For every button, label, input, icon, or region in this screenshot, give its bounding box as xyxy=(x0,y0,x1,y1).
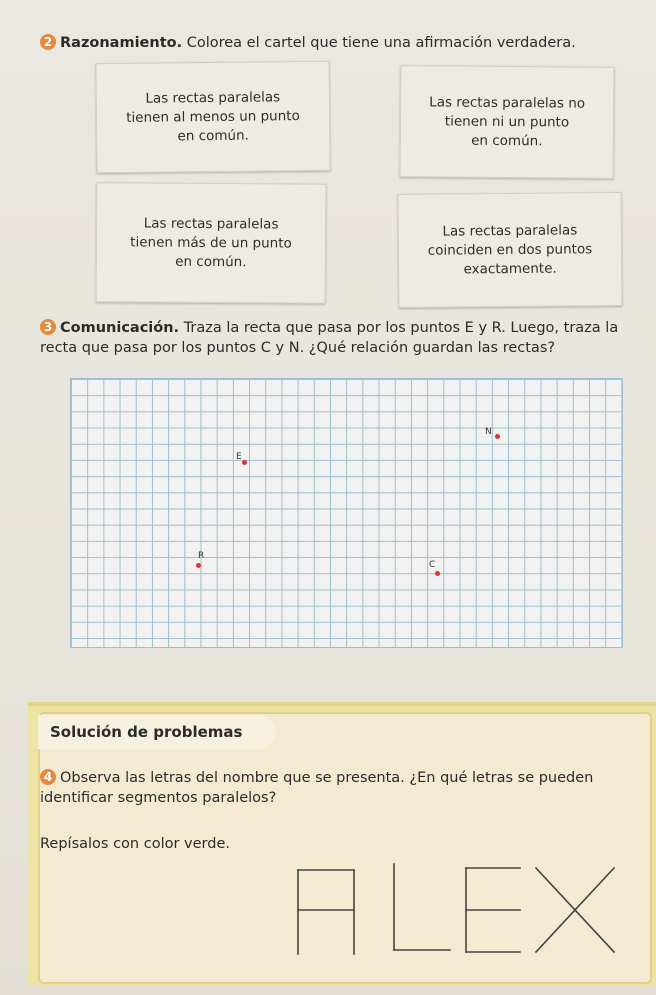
point-label-n: N xyxy=(485,427,492,437)
question-text-line1: Observa las letras del nombre que se presenta. ¿En qué letras se pueden xyxy=(60,770,594,786)
card-line: coinciden en dos puntos xyxy=(427,240,593,259)
card-line: exactamente. xyxy=(463,260,557,277)
card-line: tienen ni un punto xyxy=(444,112,570,131)
card-line: tienen al menos un punto xyxy=(126,107,300,126)
point-r-dot[interactable] xyxy=(196,563,201,568)
dot-grid[interactable] xyxy=(70,378,623,648)
question-number-badge: 2 xyxy=(40,34,56,50)
question-number-badge: 4 xyxy=(40,769,56,785)
card-line: en común. xyxy=(177,127,249,144)
alex-name-letters xyxy=(290,860,620,960)
question-text-line2: recta que pasa por los puntos C y N. ¿Qué relación guardan las rectas? xyxy=(40,340,556,356)
instruction-text: Repísalos con color verde. xyxy=(40,836,230,852)
point-label-c: C xyxy=(429,560,436,570)
statement-card-4[interactable] xyxy=(398,192,623,308)
card-line: tienen más de un punto xyxy=(130,233,292,252)
letter-l[interactable] xyxy=(394,864,450,950)
card-line: en común. xyxy=(471,132,543,149)
card-line: Las rectas paralelas xyxy=(145,88,281,107)
question-text-line1: Traza la recta que pasa por los puntos E y R. Luego, traza la xyxy=(183,320,619,336)
question-number-badge: 3 xyxy=(40,319,56,335)
question-2 xyxy=(40,33,576,53)
point-label-r: R xyxy=(198,551,205,561)
card-line: Las rectas paralelas xyxy=(143,215,279,232)
letter-x[interactable] xyxy=(536,868,614,952)
point-c-dot[interactable] xyxy=(435,571,440,576)
card-line: Las rectas paralelas xyxy=(442,221,578,240)
point-n-dot[interactable] xyxy=(495,434,500,439)
card-line: en común. xyxy=(175,253,247,270)
card-line: Las rectas paralelas no xyxy=(429,93,586,112)
question-3 xyxy=(40,318,618,358)
question-title: Razonamiento. xyxy=(60,35,183,51)
point-e-dot[interactable] xyxy=(242,460,247,465)
question-text: Colorea el cartel que tiene una afirmación verdadera. xyxy=(186,35,576,51)
letter-e[interactable] xyxy=(466,868,520,952)
letter-a[interactable] xyxy=(298,870,354,954)
question-title: Comunicación. xyxy=(60,320,180,336)
statement-card-1[interactable] xyxy=(95,61,330,173)
section-title: Solución de problemas xyxy=(38,715,276,749)
statement-card-3[interactable] xyxy=(96,182,327,304)
statement-card-2[interactable] xyxy=(400,65,615,179)
point-label-e: E xyxy=(236,452,242,462)
question-text-line2: identificar segmentos paralelos? xyxy=(40,790,277,806)
question-4 xyxy=(40,768,640,808)
